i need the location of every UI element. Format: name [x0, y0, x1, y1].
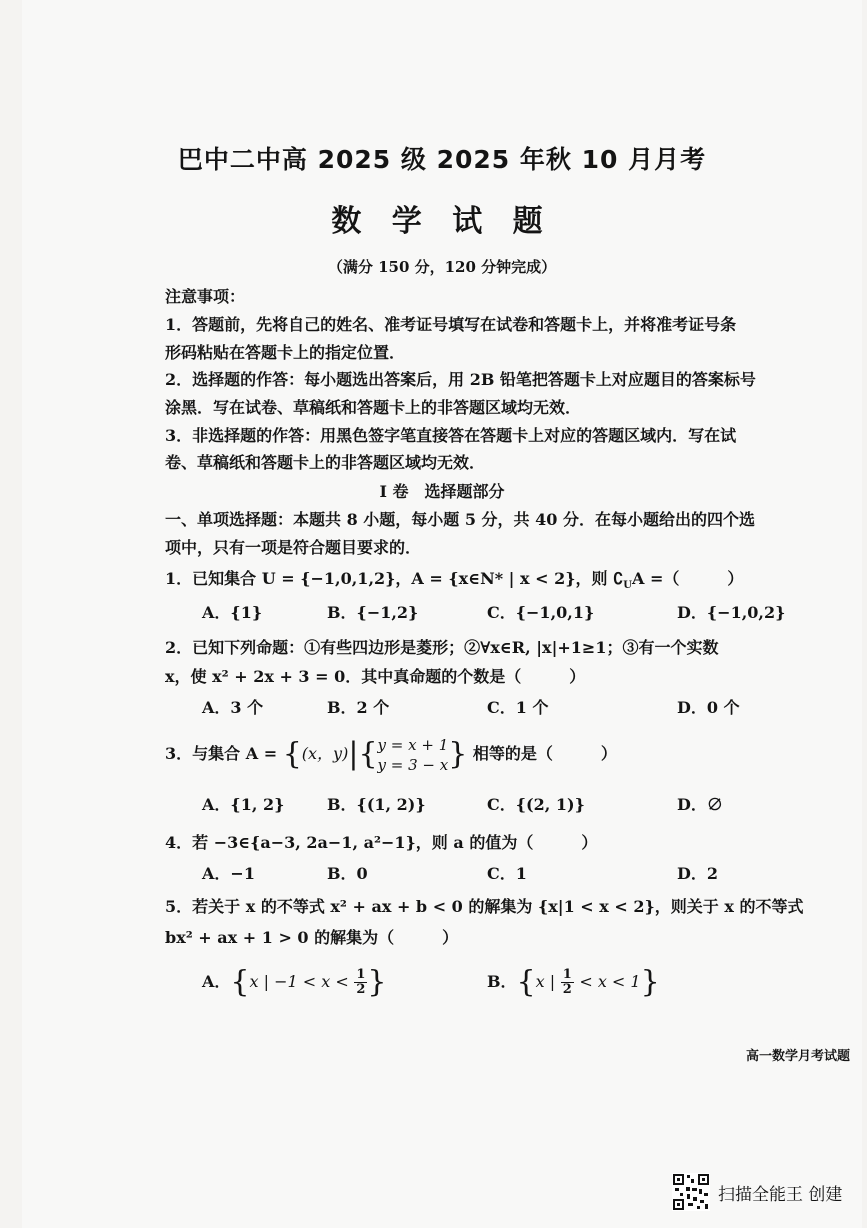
q5-option-b: B．{x | $\frac{1}{2}$ < x < 1}: [487, 964, 660, 1000]
q1-stem-text: 1．已知集合 U = {−1,0,1,2}，A = {x∈N* | x < 2}，则 ∁: [165, 569, 624, 588]
note-3-line-1: 3．非选择题的作答：用黑色签字笔直接答在答题卡上对应的答题区域内．写在试: [165, 426, 737, 445]
q3-option-d: D．∅: [677, 795, 723, 814]
page-footer: 高一数学月考试题: [745, 1049, 850, 1064]
q2-option-d: D．0 个: [677, 698, 740, 717]
note-2-line-1: 2．选择题的作答：每小题选出答案后，用 2B 铅笔把答题卡上对应题目的答案标号: [165, 370, 756, 389]
q3-option-b: B．{(1, 2)}: [327, 795, 426, 814]
q5-option-a-fraction: $\frac{1}{2}$: [356, 967, 366, 997]
q1-stem-tail: A =（ ）: [632, 569, 744, 588]
exam-score-info: （满分 150 分，120 分钟完成）: [327, 258, 557, 276]
q3-equation-system: [378, 735, 449, 775]
q3-option-c: C．{(2, 1)}: [487, 795, 585, 814]
q5-stem-line-2: bx² + ax + 1 > 0 的解集为（ ）: [165, 928, 459, 947]
exam-title: 巴中二中高 2025 级 2025 年秋 10 月月考: [177, 145, 707, 174]
scanner-watermark: [672, 1172, 842, 1212]
q1-option-d: D．{−1,0,2}: [677, 603, 786, 622]
q2-option-a: A．3 个: [202, 698, 264, 717]
q5-option-a: A．{x | −1 < x < $\frac{1}{2}$ }: [202, 964, 387, 1000]
note-1-line-1: 1．答题前，先将自己的姓名、准考证号填写在试卷和答题卡上，并将准考证号条: [165, 315, 737, 334]
qr-code-icon: [672, 1173, 710, 1211]
q3-equation-1: y = x + 1: [377, 735, 449, 754]
q3-option-a: A．{1, 2}: [202, 795, 285, 814]
q1-option-b: B．{−1,2}: [327, 603, 419, 622]
q4-option-a: A．−1: [202, 864, 255, 883]
q4-option-b: B．0: [327, 864, 368, 883]
notes-heading: 注意事项：: [165, 287, 246, 306]
q3-lead: 3．与集合 A =: [165, 744, 278, 763]
note-2-line-2: 涂黑．写在试卷、草稿纸和答题卡上的非答题区域均无效．: [165, 398, 582, 417]
q5-option-a-label: A．: [202, 972, 231, 991]
q3-tail: 相等的是（ ）: [472, 744, 617, 763]
q1-option-a: A．{1}: [202, 603, 263, 622]
q5-stem-line-1: 5．若关于 x 的不等式 x² + ax + b < 0 的解集为 {x|1 < x < 2}，则关于 x 的不等式: [165, 897, 804, 916]
q5-option-a-set: x | −1 < x <: [249, 972, 349, 991]
note-1-line-2: 形码粘贴在答题卡上的指定位置．: [165, 343, 406, 362]
section-intro-line-1: 一、单项选择题：本题共 8 小题，每小题 5 分，共 40 分．在每小题给出的四个选: [165, 510, 755, 529]
q4-option-d: D．2: [677, 864, 719, 883]
q5-option-b-label: B．: [487, 972, 517, 991]
q3-equation-2: y = 3 − x: [377, 755, 449, 774]
q2-option-b: B．2 个: [327, 698, 390, 717]
q5-option-b-fraction: $\frac{1}{2}$: [562, 967, 572, 997]
exam-page: [22, 0, 862, 1228]
section-intro-line-2: 项中，只有一项是符合题目要求的．: [165, 538, 422, 557]
q1-option-c: C．{−1,0,1}: [487, 603, 595, 622]
q4-option-c: C．1: [487, 864, 527, 883]
q2-stem-line-1: 2．已知下列命题：①有些四边形是菱形；②∀x∈R, |x|+1≥1；③有一个实数: [165, 638, 719, 657]
q5-option-b-set-tail: < x < 1: [579, 972, 641, 991]
q2-stem-line-2: x，使 x² + 2x + 3 = 0．其中真命题的个数是（ ）: [165, 667, 586, 686]
q1-complement-subscript: U: [623, 580, 633, 592]
q2-option-c: C．1 个: [487, 698, 549, 717]
exam-subject: 数 学 试 题: [331, 204, 553, 239]
section-heading: I 卷 选择题部分: [379, 482, 505, 501]
note-3-line-2: 卷、草稿纸和答题卡上的非答题区域均无效．: [165, 453, 486, 472]
q1-stem: [165, 568, 743, 597]
q4-stem: 4．若 −3∈{a−3, 2a−1, a²−1}，则 a 的值为（ ）: [165, 833, 598, 852]
watermark-text: 扫描全能王 创建: [718, 1184, 843, 1205]
q3-stem: 3．与集合 A = {(x，y)|{ y = x + 1 y = 3 − x } 相等的是（ ）: [165, 735, 617, 774]
q3-set-element: (x，y): [301, 744, 349, 763]
